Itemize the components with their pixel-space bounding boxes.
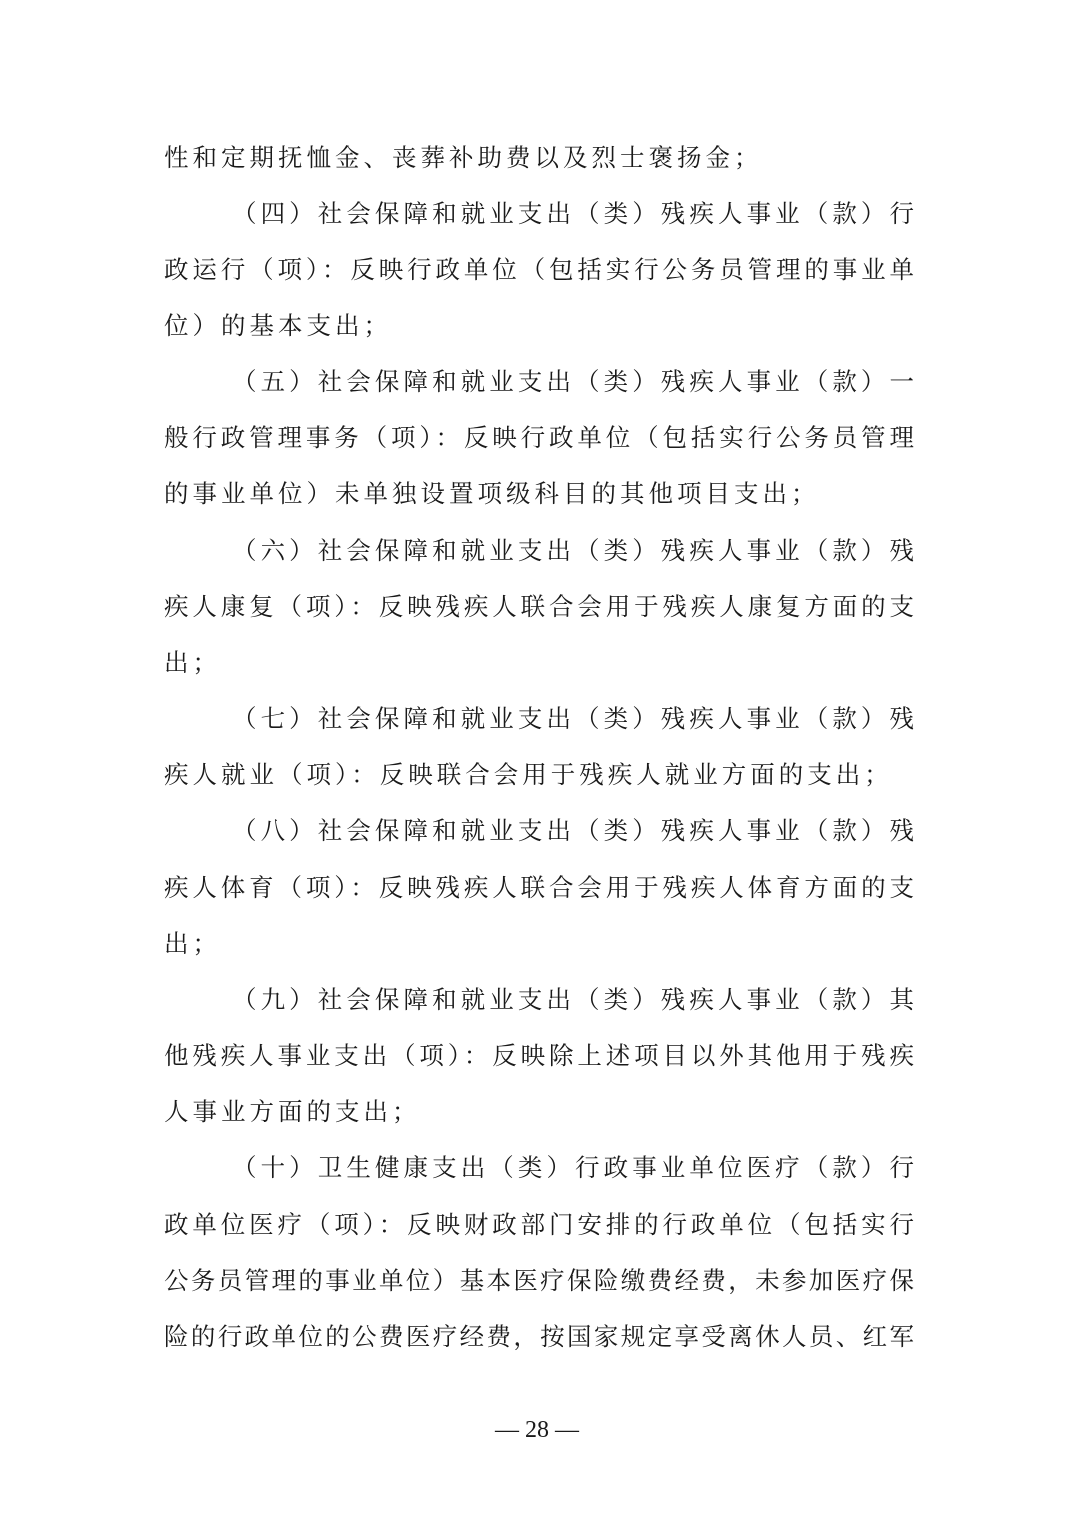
text-line: 疾人康复（项）：反映残疾人联合会用于残疾人康复方面的支 (164, 592, 914, 621)
text-line: （五）社会保障和就业支出（类）残疾人事业（款）一 (232, 367, 914, 396)
text-line: （六）社会保障和就业支出（类）残疾人事业（款）残 (232, 536, 914, 565)
text-line: 的事业单位）未单独设置项级科目的其他项目支出； (164, 479, 820, 508)
text-line: 疾人就业（项）：反映联合会用于残疾人就业方面的支出； (164, 760, 893, 789)
text-line: 疾人体育（项）：反映残疾人联合会用于残疾人体育方面的支 (164, 873, 914, 902)
page-number: — 28 — (495, 1417, 579, 1443)
text-line: 公务员管理的事业单位）基本医疗保险缴费经费，未参加医疗保 (164, 1266, 914, 1295)
text-line: （四）社会保障和就业支出（类）残疾人事业（款）行 (232, 199, 914, 228)
text-line: 位）的基本支出； (164, 311, 392, 340)
text-line: 出； (164, 929, 221, 958)
text-line: 出； (164, 648, 221, 677)
text-line: 险的行政单位的公费医疗经费，按国家规定享受离休人员、红军 (164, 1322, 914, 1351)
text-line: 他残疾人事业支出（项）：反映除上述项目以外其他用于残疾 (164, 1041, 914, 1070)
text-line: 政运行（项）：反映行政单位（包括实行公务员管理的事业单 (164, 255, 914, 284)
text-line: （八）社会保障和就业支出（类）残疾人事业（款）残 (232, 816, 914, 845)
text-line: 人事业方面的支出； (164, 1097, 421, 1126)
text-line: 政单位医疗（项）：反映财政部门安排的行政单位（包括实行 (164, 1210, 914, 1239)
text-line: （九）社会保障和就业支出（类）残疾人事业（款）其 (232, 985, 914, 1014)
text-line: 性和定期抚恤金、丧葬补助费以及烈士褒扬金； (164, 143, 763, 172)
text-line: 般行政管理事务（项）：反映行政单位（包括实行公务员管理 (164, 423, 914, 452)
text-line: （七）社会保障和就业支出（类）残疾人事业（款）残 (232, 704, 914, 733)
text-line: （十）卫生健康支出（类）行政事业单位医疗（款）行 (232, 1153, 914, 1182)
